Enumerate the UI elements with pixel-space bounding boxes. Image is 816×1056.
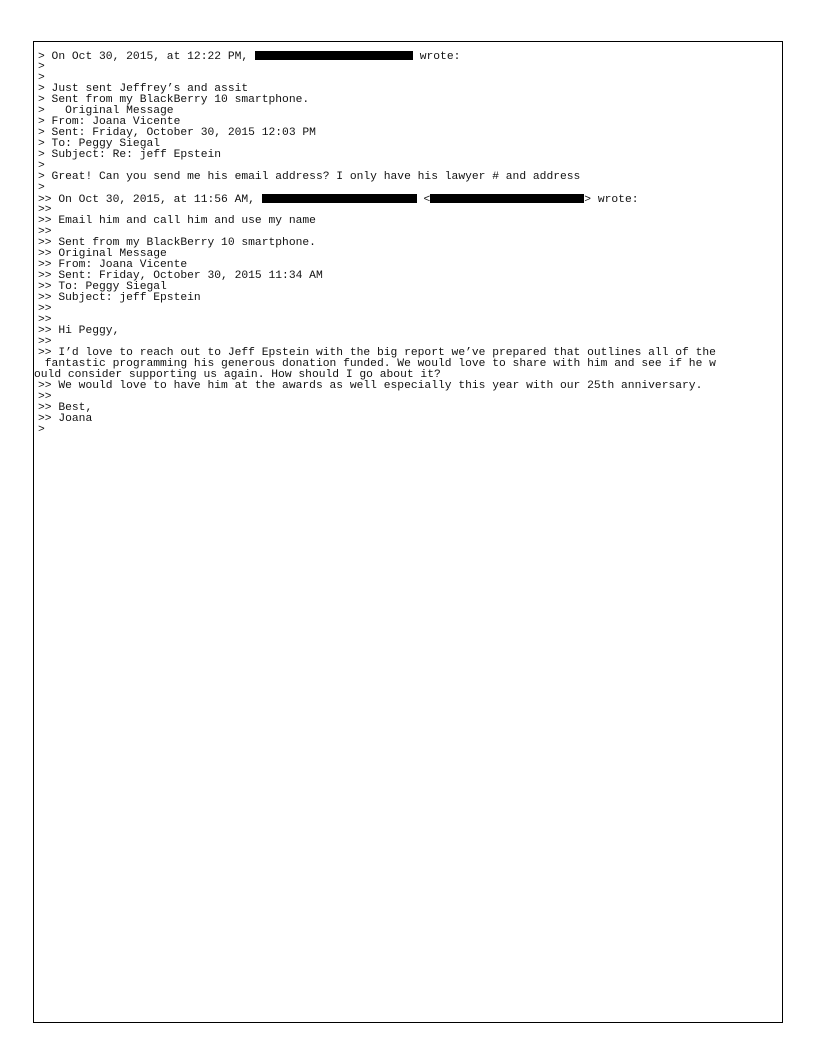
- reply-header-inner: >> On Oct 30, 2015, at 11:56 AM, < > wrote:: [38, 194, 639, 206]
- quote-blank-line: >>: [38, 204, 52, 216]
- closing-line: >> Best,: [38, 402, 93, 414]
- message-body-line: fantastic programming his generous donation funded. We would love to share with him and see if he w: [38, 358, 716, 370]
- quote-blank-line: >>: [38, 336, 52, 348]
- redacted-sender-name: [262, 194, 417, 203]
- subject-header-line: > Subject: Re: jeff Epstein: [38, 149, 222, 161]
- quote-end-line: >: [38, 424, 45, 436]
- signature-line: >> Joana: [38, 413, 93, 425]
- quote-blank-line: >>: [38, 314, 52, 326]
- email-body: [34, 51, 782, 436]
- from-header-line: > From: Joana Vicente: [38, 116, 181, 128]
- original-message-marker: >> Original Message: [38, 248, 167, 260]
- to-header-line: > To: Peggy Siegal: [38, 138, 161, 150]
- message-body-line: >> I’d love to reach out to Jeff Epstein with the big report we’ve prepared that outlines all of the: [38, 347, 716, 359]
- redacted-email-address: [430, 194, 584, 203]
- reply-message-line: > Great! Can you send me his email address? I only have his lawyer # and address: [38, 171, 581, 183]
- reply-header-outer: > On Oct 30, 2015, at 12:22 PM, wrote:: [38, 51, 461, 63]
- greeting-line: >> Hi Peggy,: [38, 325, 120, 337]
- message-body-line: ould consider supporting us again. How should I go about it?: [34, 369, 441, 381]
- quote-blank-line: >>: [38, 391, 52, 403]
- device-signature-line: > Sent from my BlackBerry 10 smartphone.: [38, 94, 310, 106]
- from-header-line: >> From: Joana Vicente: [38, 259, 188, 271]
- quote-blank-line: >: [38, 182, 45, 194]
- sent-header-line: > Sent: Friday, October 30, 2015 12:03 PM: [38, 127, 316, 139]
- device-signature-line: >> Sent from my BlackBerry 10 smartphone.: [38, 237, 316, 249]
- quote-blank-line: >: [38, 160, 45, 172]
- original-message-marker: > Original Message: [38, 105, 174, 117]
- reply-message-line: >> Email him and call him and use my name: [38, 215, 316, 227]
- sent-header-line: >> Sent: Friday, October 30, 2015 11:34 AM: [38, 270, 323, 282]
- to-header-line: >> To: Peggy Siegal: [38, 281, 167, 293]
- quote-blank-line: >>: [38, 303, 52, 315]
- quote-blank-line: >: [38, 61, 45, 73]
- message-body-line: >> We would love to have him at the awards as well especially this year with our 25th anniversary.: [38, 380, 703, 392]
- reply-message-line: > Just sent Jeffrey’s and assit: [38, 83, 249, 95]
- document-page: [33, 41, 783, 1023]
- quote-blank-line: >>: [38, 226, 52, 238]
- subject-header-line: >> Subject: jeff Epstein: [38, 292, 201, 304]
- quote-blank-line: >: [38, 72, 45, 84]
- redacted-sender-name: [255, 51, 413, 60]
